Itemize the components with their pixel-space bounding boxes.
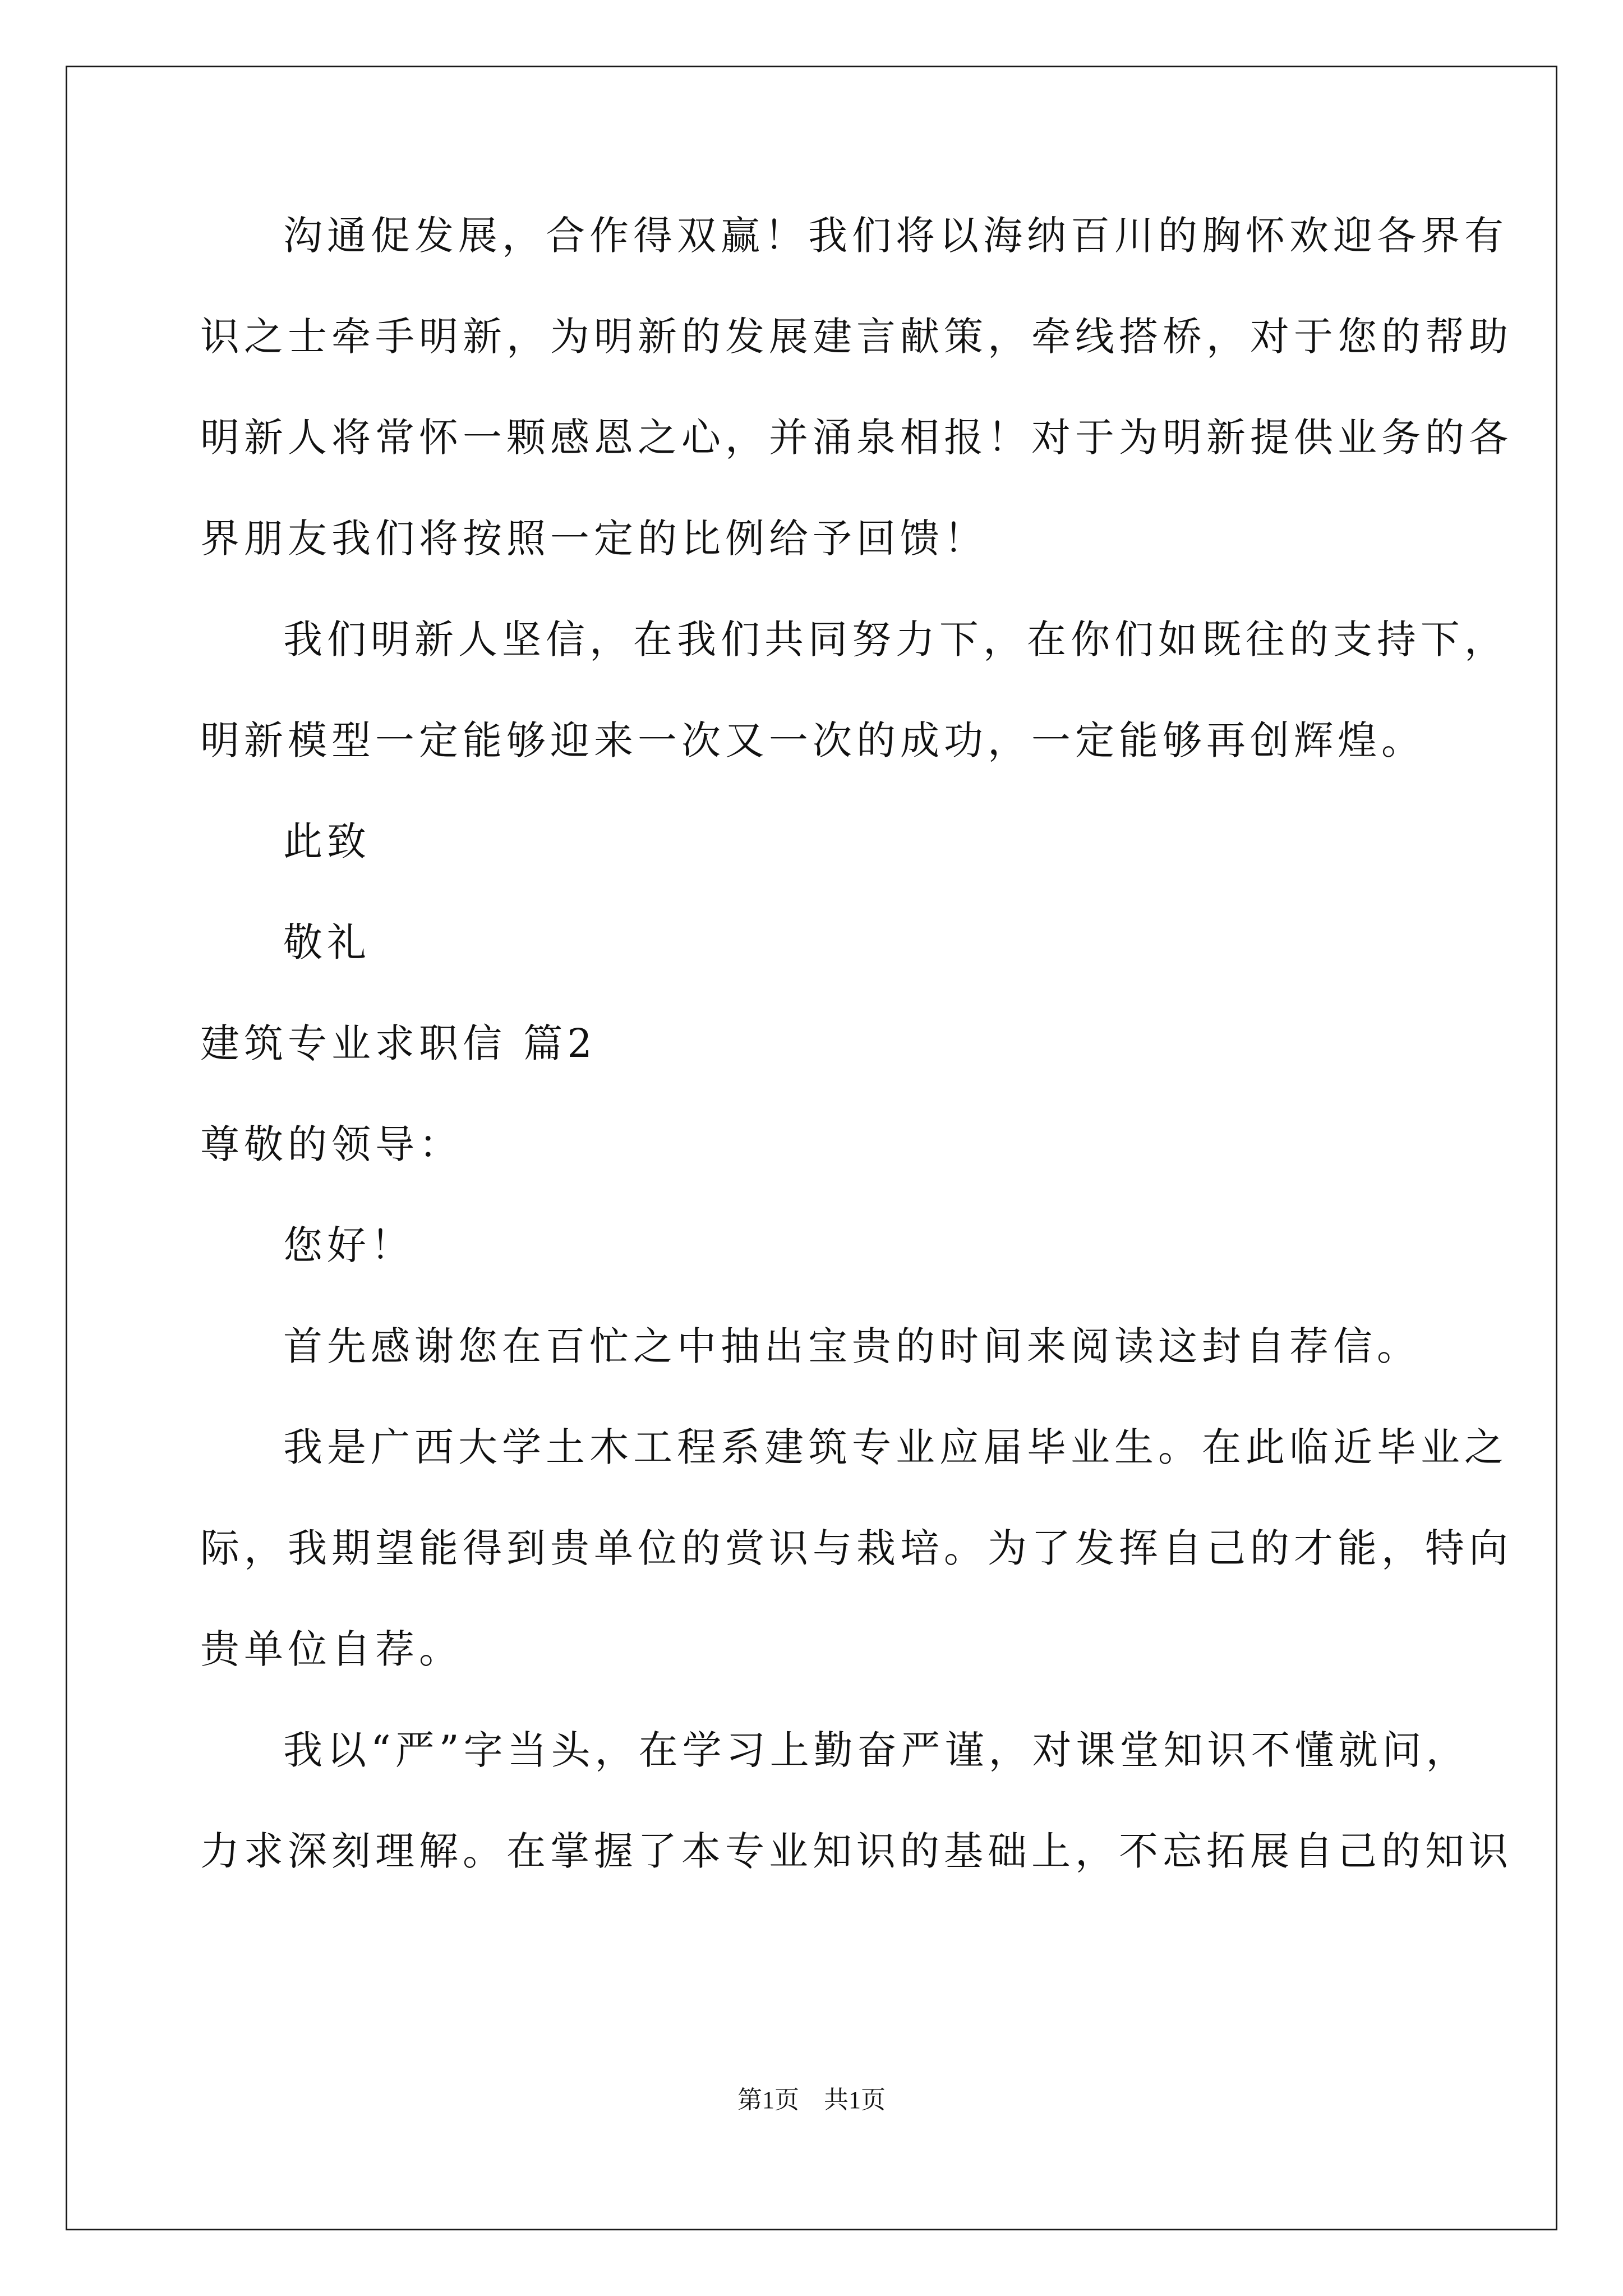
page-footer: 第1页 共1页 — [737, 2086, 886, 2114]
paragraph-line: 首先感谢您在百忙之中抽出宝贵的时间来阅读这封自荐信。 — [283, 1323, 1421, 1369]
closing-line: 敬礼 — [283, 919, 371, 965]
paragraph-line: 我以“严”字当头，在学习上勤奋严谨，对课堂知识不懂就问， — [283, 1727, 1470, 1773]
paragraph-line: 识之士牵手明新，为明新的发展建言献策，牵线搭桥，对于您的帮助 — [200, 314, 1513, 360]
paragraph-line: 沟通促发展，合作得双赢！我们将以海纳百川的胸怀欢迎各界有 — [283, 213, 1508, 259]
paragraph-line: 我们明新人坚信，在我们共同努力下，在你们如既往的支持下， — [283, 616, 1508, 662]
paragraph-line: 明新模型一定能够迎来一次又一次的成功，一定能够再创辉煌。 — [200, 717, 1425, 763]
paragraph-line: 力求深刻理解。在掌握了本专业知识的基础上，不忘拓展自己的知识 — [200, 1828, 1513, 1874]
paragraph-line: 际，我期望能得到贵单位的赏识与栽培。为了发挥自己的才能，特向 — [200, 1525, 1513, 1571]
greeting: 您好！ — [283, 1222, 414, 1268]
closing-line: 此致 — [283, 818, 371, 864]
paragraph-line: 我是广西大学土木工程系建筑专业应届毕业生。在此临近毕业之 — [283, 1424, 1508, 1470]
salutation: 尊敬的领导： — [200, 1121, 463, 1167]
paragraph-line: 明新人将常怀一颗感恩之心，并涌泉相报！对于为明新提供业务的各 — [200, 415, 1513, 461]
paragraph-line: 界朋友我们将按照一定的比例给予回馈！ — [200, 516, 988, 562]
paragraph-line: 贵单位自荐。 — [200, 1626, 463, 1672]
section-title: 建筑专业求职信 篇2 — [200, 1020, 597, 1066]
